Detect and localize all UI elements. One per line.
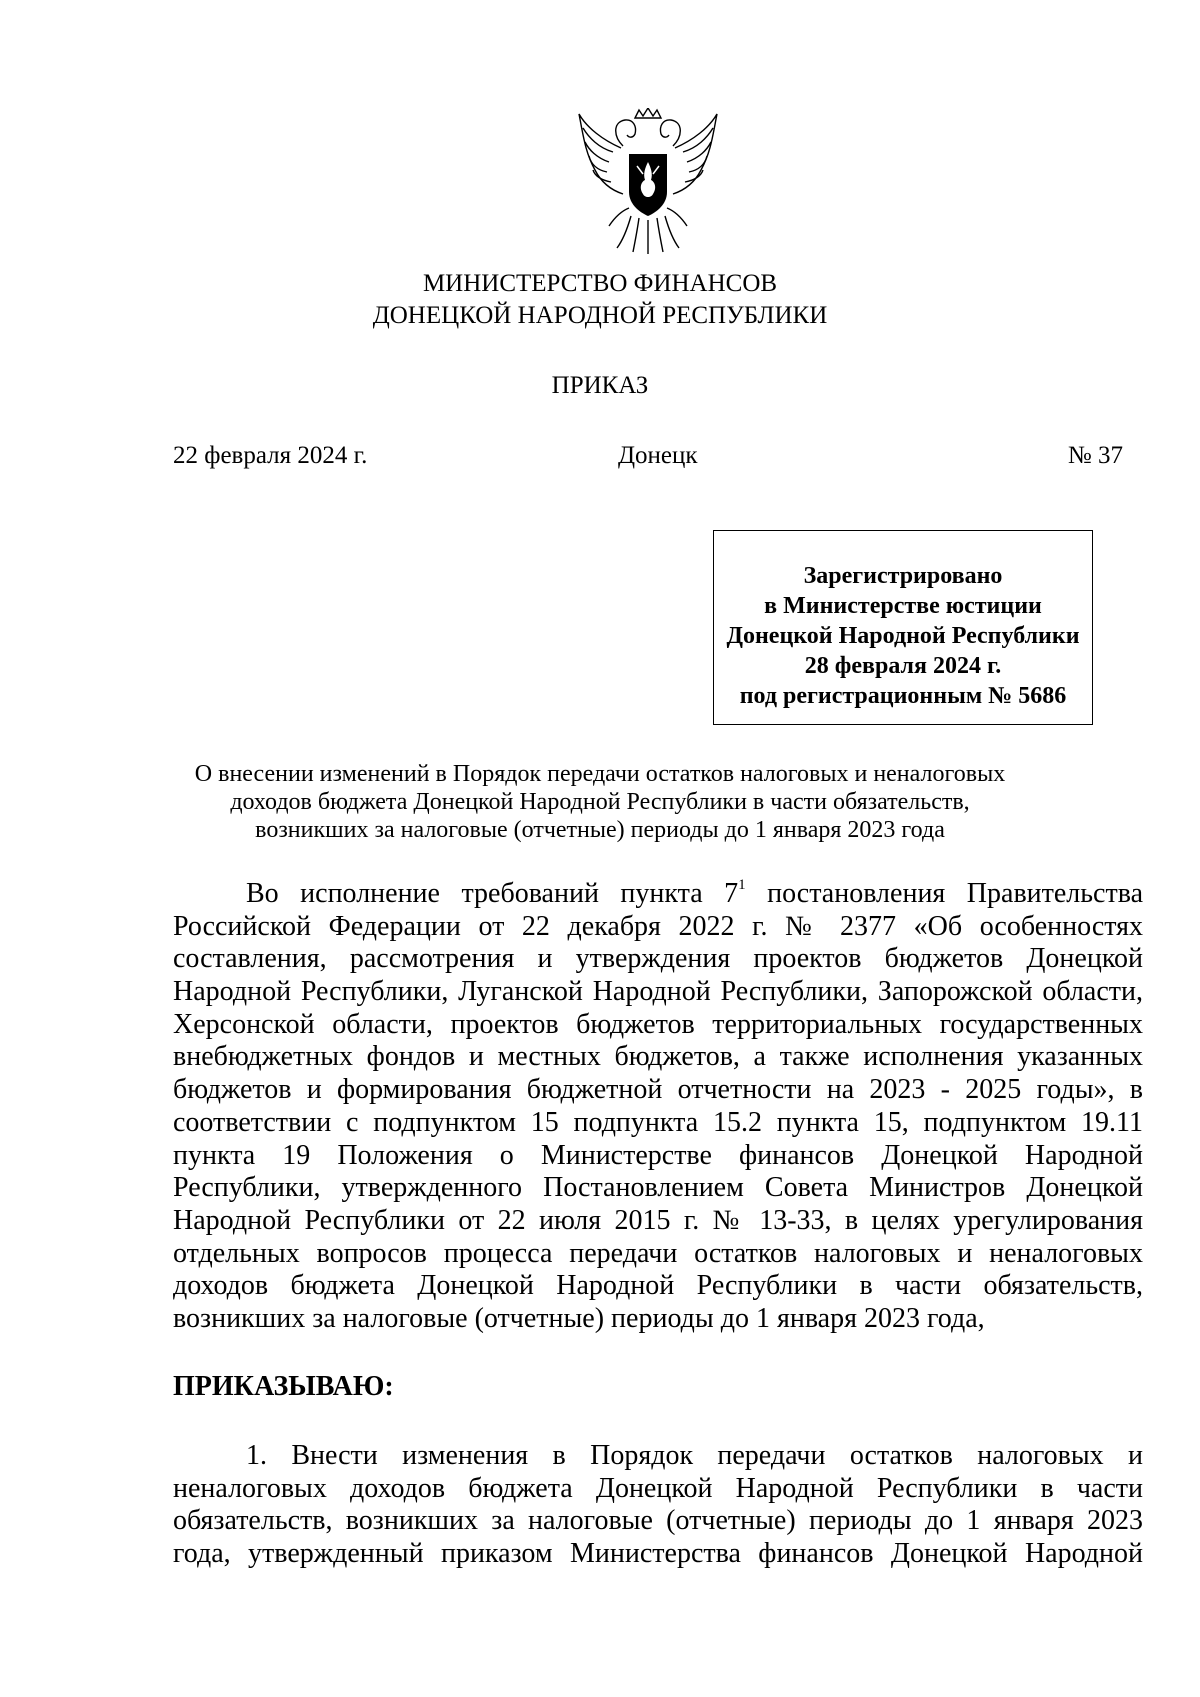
- subject-line: возникших за налоговые (отчетные) периоды до 1 января 2023 года: [255, 817, 945, 843]
- preamble-paragraph: [173, 878, 1143, 1336]
- order-directive-heading: ПРИКАЗЫВАЮ:: [173, 1371, 394, 1402]
- registration-line: в Министерстве юстиции: [764, 593, 1042, 619]
- item-1-paragraph: [173, 1440, 1143, 1571]
- preamble-line: Херсонской области, проектов бюджетов территориальных государственных: [173, 1008, 1143, 1040]
- order-city: Донецк: [618, 442, 698, 469]
- preamble-line: бюджетов и формирования бюджетной отчетности на 2023 - 2025 годы», в: [173, 1074, 1143, 1106]
- item-line: неналоговых доходов бюджета Донецкой Народной Республики в части: [173, 1472, 1143, 1504]
- order-date: 22 февраля 2024 г.: [173, 442, 368, 469]
- registration-stamp-box: [713, 530, 1093, 725]
- order-number: № 37: [1067, 442, 1123, 469]
- item-line: 1. Внести изменения в Порядок передачи остатков налоговых и: [246, 1440, 1143, 1471]
- preamble-line: Российской Федерации от 22 декабря 2022 г. № 2377 «Об особенностях: [173, 910, 1143, 942]
- subject-line: доходов бюджета Донецкой Народной Республики в части обязательств,: [230, 789, 970, 815]
- preamble-line: отдельных вопросов процесса передачи остатков налоговых и неналоговых: [173, 1237, 1143, 1269]
- registration-line: Зарегистрировано: [803, 563, 1003, 589]
- preamble-line: пункта 19 Положения о Министерстве финансов Донецкой Народной: [173, 1139, 1143, 1171]
- coat-of-arms-emblem: [573, 108, 723, 256]
- preamble-line: доходов бюджета Донецкой Народной Республики в части обязательств,: [173, 1270, 1143, 1302]
- preamble-line: соответствии с подпунктом 15 подпункта 15.2 пункта 15, подпунктом 19.11: [173, 1106, 1143, 1138]
- document-type-title: ПРИКАЗ: [551, 372, 649, 399]
- preamble-line: Народной Республики от 22 июля 2015 г. № 13-33, в целях урегулирования: [173, 1204, 1143, 1236]
- preamble-line: Народной Республики, Луганской Народной Республики, Запорожской области,: [173, 976, 1143, 1008]
- registration-line: 28 февраля 2024 г.: [804, 653, 1002, 679]
- ministry-name-line1: МИНИСТЕРСТВО ФИНАНСОВ: [422, 270, 778, 297]
- superscript: 1: [738, 876, 746, 893]
- preamble-line: внебюджетных фондов и местных бюджетов, а также исполнения указанных: [173, 1041, 1143, 1073]
- preamble-line: возникших за налоговые (отчетные) периоды до 1 января 2023 года,: [173, 1302, 985, 1334]
- ministry-name-line2: ДОНЕЦКОЙ НАРОДНОЙ РЕСПУБЛИКИ: [372, 302, 828, 329]
- subject-line: О внесении изменений в Порядок передачи остатков налоговых и неналоговых: [194, 761, 1006, 787]
- preamble-line: Во исполнение требований пункта $7^1$ постановления Правительства: [246, 876, 1143, 909]
- preamble-line: Республики, утвержденного Постановлением Совета Министров Донецкой: [173, 1172, 1143, 1204]
- preamble-line: составления, рассмотрения и утверждения проектов бюджетов Донецкой: [173, 943, 1143, 975]
- registration-line: Донецкой Народной Республики: [726, 623, 1080, 649]
- registration-line: под регистрационным № 5686: [739, 683, 1067, 709]
- order-subject-title: [0, 760, 1200, 844]
- item-line: года, утвержденный приказом Министерства финансов Донецкой Народной: [173, 1538, 1143, 1570]
- item-line: обязательств, возникших за налоговые (отчетные) периоды до 1 января 2023: [173, 1505, 1143, 1537]
